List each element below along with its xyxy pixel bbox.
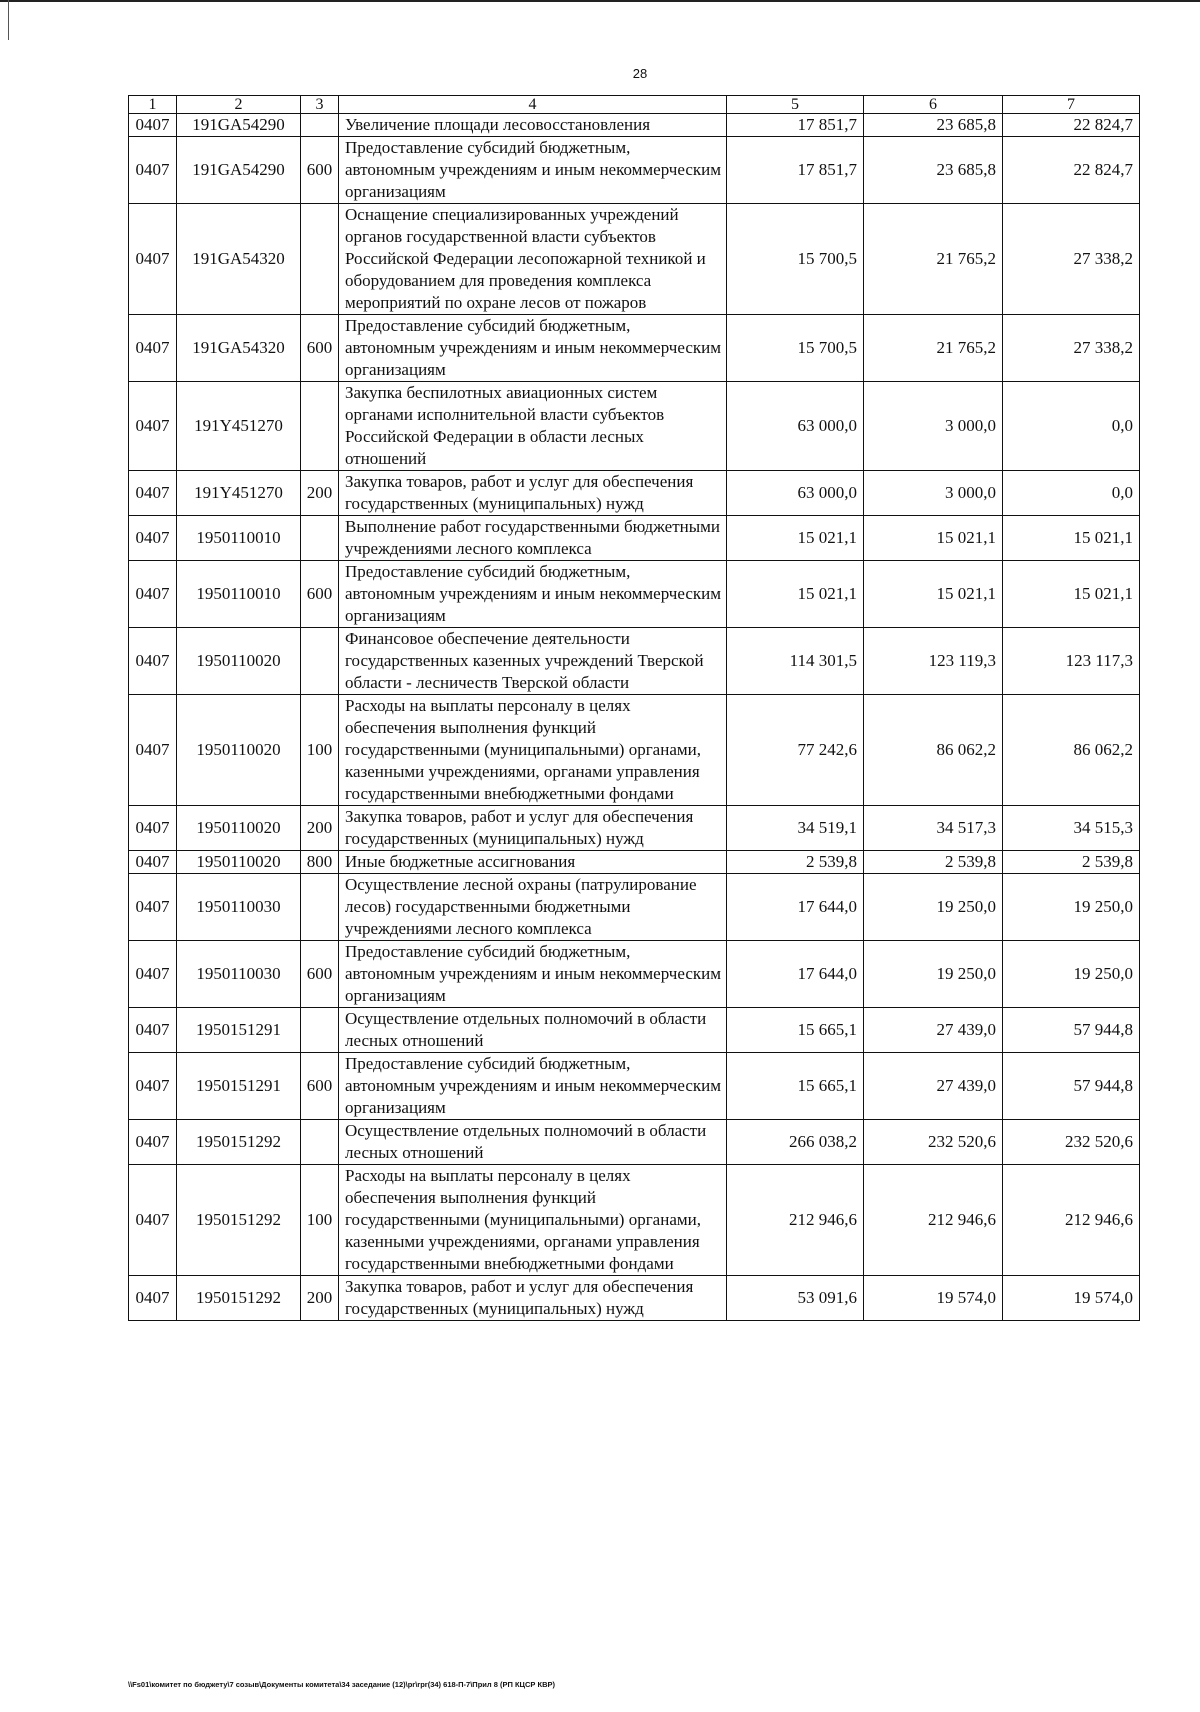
section-code-cell: 0407 — [129, 1053, 177, 1120]
table-row — [129, 204, 1140, 315]
item-name-cell: Закупка беспилотных авиационных систем органами исполнительной власти субъектов Российской Федерации в области лесных отношений — [339, 382, 727, 471]
budget-table — [128, 95, 1140, 1321]
section-code-cell: 0407 — [129, 137, 177, 204]
item-name-cell: Расходы на выплаты персоналу в целях обеспечения выполнения функций государственными (муниципальными) органами, казенными учреждениями, органами управления государственными внебюджетными фондами — [339, 695, 727, 806]
amount-year2-cell: 19 250,0 — [864, 874, 1003, 941]
section-code-cell: 0407 — [129, 471, 177, 516]
target-article-cell: 1950110010 — [177, 516, 301, 561]
table-row — [129, 806, 1140, 851]
amount-year2-cell: 86 062,2 — [864, 695, 1003, 806]
table-row — [129, 628, 1140, 695]
table-row — [129, 1120, 1140, 1165]
target-article-cell: 1950110020 — [177, 628, 301, 695]
item-name-cell: Предоставление субсидий бюджетным, автономным учреждениям и иным некоммерческим организациям — [339, 941, 727, 1008]
amount-year2-cell: 3 000,0 — [864, 471, 1003, 516]
amount-year1-cell: 15 700,5 — [727, 315, 864, 382]
target-article-cell: 191GA54290 — [177, 137, 301, 204]
expense-type-cell: 100 — [301, 695, 339, 806]
amount-year3-cell: 0,0 — [1003, 382, 1140, 471]
amount-year3-cell: 34 515,3 — [1003, 806, 1140, 851]
amount-year2-cell: 27 439,0 — [864, 1008, 1003, 1053]
amount-year1-cell: 17 851,7 — [727, 114, 864, 137]
expense-type-cell: 200 — [301, 1276, 339, 1321]
amount-year3-cell: 19 250,0 — [1003, 874, 1140, 941]
table-body — [129, 114, 1140, 1321]
item-name-cell: Закупка товаров, работ и услуг для обеспечения государственных (муниципальных) нужд — [339, 806, 727, 851]
target-article-cell: 1950151292 — [177, 1276, 301, 1321]
section-code-cell: 0407 — [129, 695, 177, 806]
target-article-cell: 1950110030 — [177, 874, 301, 941]
amount-year1-cell: 17 644,0 — [727, 941, 864, 1008]
amount-year2-cell: 34 517,3 — [864, 806, 1003, 851]
table-row — [129, 382, 1140, 471]
amount-year3-cell: 22 824,7 — [1003, 114, 1140, 137]
item-name-cell: Предоставление субсидий бюджетным, автономным учреждениям и иным некоммерческим организациям — [339, 315, 727, 382]
expense-type-cell — [301, 382, 339, 471]
amount-year3-cell: 0,0 — [1003, 471, 1140, 516]
item-name-cell: Осуществление отдельных полномочий в области лесных отношений — [339, 1120, 727, 1165]
item-name-cell: Предоставление субсидий бюджетным, автономным учреждениям и иным некоммерческим организациям — [339, 1053, 727, 1120]
amount-year2-cell: 2 539,8 — [864, 851, 1003, 874]
expense-type-cell: 200 — [301, 806, 339, 851]
item-name-cell: Предоставление субсидий бюджетным, автономным учреждениям и иным некоммерческим организациям — [339, 137, 727, 204]
table-row — [129, 315, 1140, 382]
item-name-cell: Расходы на выплаты персоналу в целях обеспечения выполнения функций государственными (муниципальными) органами, казенными учреждениями, органами управления государственными внебюджетными фондами — [339, 1165, 727, 1276]
expense-type-cell: 200 — [301, 471, 339, 516]
target-article-cell: 191GA54320 — [177, 315, 301, 382]
section-code-cell: 0407 — [129, 204, 177, 315]
amount-year1-cell: 17 644,0 — [727, 874, 864, 941]
amount-year2-cell: 23 685,8 — [864, 137, 1003, 204]
section-code-cell: 0407 — [129, 874, 177, 941]
page-number: 28 — [632, 66, 648, 81]
amount-year3-cell: 2 539,8 — [1003, 851, 1140, 874]
section-code-cell: 0407 — [129, 315, 177, 382]
section-code-cell: 0407 — [129, 1008, 177, 1053]
amount-year1-cell: 53 091,6 — [727, 1276, 864, 1321]
expense-type-cell: 600 — [301, 137, 339, 204]
table-row — [129, 516, 1140, 561]
expense-type-cell — [301, 628, 339, 695]
amount-year2-cell: 27 439,0 — [864, 1053, 1003, 1120]
amount-year2-cell: 123 119,3 — [864, 628, 1003, 695]
section-code-cell: 0407 — [129, 382, 177, 471]
column-header-4: 4 — [339, 96, 727, 114]
item-name-cell: Закупка товаров, работ и услуг для обеспечения государственных (муниципальных) нужд — [339, 1276, 727, 1321]
item-name-cell: Закупка товаров, работ и услуг для обеспечения государственных (муниципальных) нужд — [339, 471, 727, 516]
table-row — [129, 695, 1140, 806]
target-article-cell: 1950110030 — [177, 941, 301, 1008]
amount-year3-cell: 232 520,6 — [1003, 1120, 1140, 1165]
item-name-cell: Предоставление субсидий бюджетным, автономным учреждениям и иным некоммерческим организациям — [339, 561, 727, 628]
amount-year1-cell: 63 000,0 — [727, 382, 864, 471]
column-header-1: 1 — [129, 96, 177, 114]
section-code-cell: 0407 — [129, 516, 177, 561]
section-code-cell: 0407 — [129, 806, 177, 851]
item-name-cell: Оснащение специализированных учреждений органов государственной власти субъектов Российской Федерации лесопожарной техникой и оборудованием для проведения комплекса мероприятий по охране лесов от пожаров — [339, 204, 727, 315]
expense-type-cell — [301, 874, 339, 941]
table-row — [129, 941, 1140, 1008]
target-article-cell: 191Y451270 — [177, 471, 301, 516]
column-header-7: 7 — [1003, 96, 1140, 114]
amount-year2-cell: 21 765,2 — [864, 315, 1003, 382]
table-row — [129, 1276, 1140, 1321]
table-row — [129, 137, 1140, 204]
amount-year3-cell: 57 944,8 — [1003, 1008, 1140, 1053]
amount-year1-cell: 212 946,6 — [727, 1165, 864, 1276]
scan-edge-left — [8, 0, 9, 40]
amount-year1-cell: 63 000,0 — [727, 471, 864, 516]
target-article-cell: 1950110020 — [177, 851, 301, 874]
column-header-6: 6 — [864, 96, 1003, 114]
table-row — [129, 114, 1140, 137]
amount-year2-cell: 3 000,0 — [864, 382, 1003, 471]
table-row — [129, 1008, 1140, 1053]
amount-year3-cell: 19 574,0 — [1003, 1276, 1140, 1321]
target-article-cell: 191GA54290 — [177, 114, 301, 137]
amount-year1-cell: 266 038,2 — [727, 1120, 864, 1165]
amount-year1-cell: 17 851,7 — [727, 137, 864, 204]
amount-year2-cell: 23 685,8 — [864, 114, 1003, 137]
column-header-2: 2 — [177, 96, 301, 114]
expense-type-cell: 600 — [301, 941, 339, 1008]
amount-year2-cell: 19 250,0 — [864, 941, 1003, 1008]
amount-year3-cell: 57 944,8 — [1003, 1053, 1140, 1120]
table-row — [129, 1165, 1140, 1276]
section-code-cell: 0407 — [129, 114, 177, 137]
target-article-cell: 191Y451270 — [177, 382, 301, 471]
table-row — [129, 561, 1140, 628]
target-article-cell: 1950110020 — [177, 806, 301, 851]
target-article-cell: 191GA54320 — [177, 204, 301, 315]
expense-type-cell — [301, 114, 339, 137]
target-article-cell: 1950151291 — [177, 1053, 301, 1120]
expense-type-cell — [301, 1008, 339, 1053]
expense-type-cell: 600 — [301, 1053, 339, 1120]
amount-year3-cell: 123 117,3 — [1003, 628, 1140, 695]
item-name-cell: Осуществление лесной охраны (патрулирование лесов) государственными бюджетными учреждениями лесного комплекса — [339, 874, 727, 941]
header-row — [129, 96, 1140, 114]
table-row — [129, 874, 1140, 941]
amount-year1-cell: 114 301,5 — [727, 628, 864, 695]
section-code-cell: 0407 — [129, 1120, 177, 1165]
amount-year3-cell: 15 021,1 — [1003, 516, 1140, 561]
amount-year1-cell: 15 665,1 — [727, 1008, 864, 1053]
amount-year3-cell: 27 338,2 — [1003, 315, 1140, 382]
amount-year2-cell: 212 946,6 — [864, 1165, 1003, 1276]
amount-year3-cell: 212 946,6 — [1003, 1165, 1140, 1276]
amount-year2-cell: 19 574,0 — [864, 1276, 1003, 1321]
section-code-cell: 0407 — [129, 561, 177, 628]
footer-file-path: \\Fs01\комитет по бюджету\7 созыв\Документы комитета\34 заседание (12)\pr\rpr(34) 618-П-7\Прил 8 (РП КЦСР КВР) — [128, 1680, 556, 1689]
table-row — [129, 471, 1140, 516]
amount-year2-cell: 15 021,1 — [864, 561, 1003, 628]
amount-year3-cell: 86 062,2 — [1003, 695, 1140, 806]
item-name-cell: Увеличение площади лесовосстановления — [339, 114, 727, 137]
amount-year2-cell: 21 765,2 — [864, 204, 1003, 315]
section-code-cell: 0407 — [129, 1276, 177, 1321]
amount-year1-cell: 34 519,1 — [727, 806, 864, 851]
section-code-cell: 0407 — [129, 628, 177, 695]
table-row — [129, 1053, 1140, 1120]
amount-year1-cell: 15 665,1 — [727, 1053, 864, 1120]
expense-type-cell: 100 — [301, 1165, 339, 1276]
amount-year1-cell: 77 242,6 — [727, 695, 864, 806]
amount-year1-cell: 15 700,5 — [727, 204, 864, 315]
target-article-cell: 1950151291 — [177, 1008, 301, 1053]
expense-type-cell: 600 — [301, 315, 339, 382]
section-code-cell: 0407 — [129, 941, 177, 1008]
item-name-cell: Осуществление отдельных полномочий в области лесных отношений — [339, 1008, 727, 1053]
amount-year1-cell: 15 021,1 — [727, 516, 864, 561]
amount-year3-cell: 27 338,2 — [1003, 204, 1140, 315]
target-article-cell: 1950110020 — [177, 695, 301, 806]
target-article-cell: 1950151292 — [177, 1165, 301, 1276]
expense-type-cell — [301, 1120, 339, 1165]
amount-year3-cell: 19 250,0 — [1003, 941, 1140, 1008]
expense-type-cell — [301, 516, 339, 561]
item-name-cell: Финансовое обеспечение деятельности государственных казенных учреждений Тверской области - лесничеств Тверской области — [339, 628, 727, 695]
expense-type-cell: 800 — [301, 851, 339, 874]
amount-year3-cell: 22 824,7 — [1003, 137, 1140, 204]
amount-year3-cell: 15 021,1 — [1003, 561, 1140, 628]
column-header-5: 5 — [727, 96, 864, 114]
scan-edge-top — [0, 0, 1200, 2]
expense-type-cell: 600 — [301, 561, 339, 628]
table-header — [129, 96, 1140, 114]
amount-year1-cell: 2 539,8 — [727, 851, 864, 874]
table-row — [129, 851, 1140, 874]
amount-year2-cell: 232 520,6 — [864, 1120, 1003, 1165]
expense-type-cell — [301, 204, 339, 315]
target-article-cell: 1950110010 — [177, 561, 301, 628]
section-code-cell: 0407 — [129, 1165, 177, 1276]
column-header-3: 3 — [301, 96, 339, 114]
item-name-cell: Иные бюджетные ассигнования — [339, 851, 727, 874]
amount-year1-cell: 15 021,1 — [727, 561, 864, 628]
target-article-cell: 1950151292 — [177, 1120, 301, 1165]
section-code-cell: 0407 — [129, 851, 177, 874]
item-name-cell: Выполнение работ государственными бюджетными учреждениями лесного комплекса — [339, 516, 727, 561]
amount-year2-cell: 15 021,1 — [864, 516, 1003, 561]
